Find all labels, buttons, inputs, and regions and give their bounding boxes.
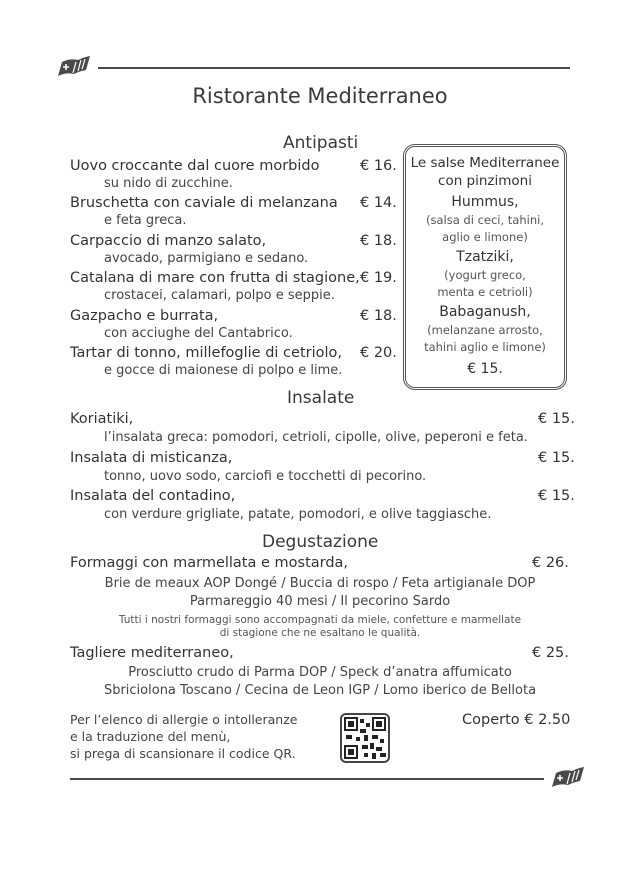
menu-item-price: € 15.: [538, 450, 575, 466]
flag-icon: [56, 54, 92, 80]
menu-item-name: Catalana di mare con frutta di stagione,: [70, 270, 360, 286]
sauce-desc: (melanzane arrosto,: [427, 323, 543, 337]
menu-item-name: Insalata di misticanza,: [70, 450, 233, 466]
menu-item-name: Carpaccio di manzo salato,: [70, 233, 267, 249]
menu-item-price: € 19.: [360, 270, 397, 286]
sauce-name: Hummus,: [451, 194, 519, 210]
cheese-list: Brie de meaux AOP Dongé / Buccia di rospo / Feta artigianale DOP: [104, 576, 536, 591]
menu-item-price: € 15.: [538, 411, 575, 427]
sauce-desc: menta e cetrioli): [437, 285, 533, 299]
sauces-box: [403, 144, 567, 390]
cheese-list: Parmareggio 40 mesi / Il pecorino Sardo: [189, 594, 451, 609]
menu-item-name: Tagliere mediterraneo,: [70, 645, 234, 661]
menu-item-desc: con verdure grigliate, patate, pomodori, e olive taggiasche.: [104, 507, 492, 522]
section-insalate: Insalate: [287, 388, 355, 408]
cheese-note: Tutti i nostri formaggi sono accompagnati da miele, confetture e marmellate: [118, 614, 522, 626]
cover-charge: Coperto € 2.50: [462, 712, 571, 728]
menu-item-price: € 20.: [360, 345, 397, 361]
menu-item-price: € 18.: [360, 308, 397, 324]
menu-item-price: € 14.: [360, 195, 397, 211]
sauce-desc: aglio e limone): [442, 230, 528, 244]
menu-item-desc: su nido di zucchine.: [104, 176, 233, 191]
sauces-subtitle: con pinzimoni: [438, 173, 532, 189]
menu-item-desc: crostacei, calamari, polpo e seppie.: [104, 288, 335, 303]
bottom-divider: [70, 778, 544, 780]
menu-item-price: € 16.: [360, 158, 397, 174]
menu-item-name: Uovo croccante dal cuore morbido: [70, 158, 320, 174]
menu-item-name: Gazpacho e burrata,: [70, 308, 219, 324]
sauces-price: € 15.: [467, 361, 503, 377]
menu-item-price: € 25.: [532, 645, 569, 661]
menu-item-name: Tartar di tonno, millefoglie di cetriolo,: [70, 345, 343, 361]
cheese-note: di stagione che ne esaltano le qualità.: [219, 627, 421, 639]
section-degustazione: Degustazione: [262, 532, 379, 552]
sauce-name: Babaganush,: [439, 304, 531, 320]
menu-item-name: Koriatiki,: [70, 411, 134, 427]
allergy-note: e la traduzione del menù,: [70, 729, 231, 744]
menu-item-price: € 26.: [532, 555, 569, 571]
allergy-note: Per l’elenco di allergie o intolleranze: [70, 712, 298, 727]
flag-icon: [550, 765, 586, 791]
cured-meats-list: Prosciutto crudo di Parma DOP / Speck d’anatra affumicato: [128, 665, 512, 680]
menu-item-desc: e gocce di maionese di polpo e lime.: [104, 363, 343, 378]
menu-item-name: Formaggi con marmellata e mostarda,: [70, 555, 349, 571]
cured-meats-list: Sbriciolona Toscano / Cecina de Leon IGP / Lomo iberico de Bellota: [103, 683, 537, 698]
allergy-note: si prega di scansionare il codice QR.: [70, 746, 296, 761]
menu-item-price: € 15.: [538, 488, 575, 504]
sauce-desc: (yogurt greco,: [444, 268, 526, 282]
menu-item-desc: tonno, uovo sodo, carciofi e tocchetti di pecorino.: [104, 469, 427, 484]
menu-item-desc: l’insalata greca: pomodori, cetrioli, cipolle, olive, peperoni e feta.: [104, 430, 528, 445]
sauces-title: Le salse Mediterranee: [410, 155, 560, 171]
sauce-name: Tzatziki,: [456, 249, 514, 265]
qr-icon: [344, 717, 386, 759]
menu-item-price: € 18.: [360, 233, 397, 249]
menu-item-desc: con acciughe del Cantabrico.: [104, 326, 293, 341]
qr-code[interactable]: [340, 713, 390, 763]
sauce-desc: tahini aglio e limone): [424, 340, 546, 354]
menu-item-name: Insalata del contadino,: [70, 488, 236, 504]
menu-item-desc: avocado, parmigiano e sedano.: [104, 251, 309, 266]
top-divider: [98, 67, 570, 69]
section-antipasti: Antipasti: [283, 133, 359, 153]
menu-item-desc: e feta greca.: [104, 213, 187, 228]
sauce-desc: (salsa di ceci, tahini,: [426, 213, 544, 227]
menu-item-name: Bruschetta con caviale di melanzana: [70, 195, 338, 211]
restaurant-title: Ristorante Mediterraneo: [192, 84, 448, 108]
